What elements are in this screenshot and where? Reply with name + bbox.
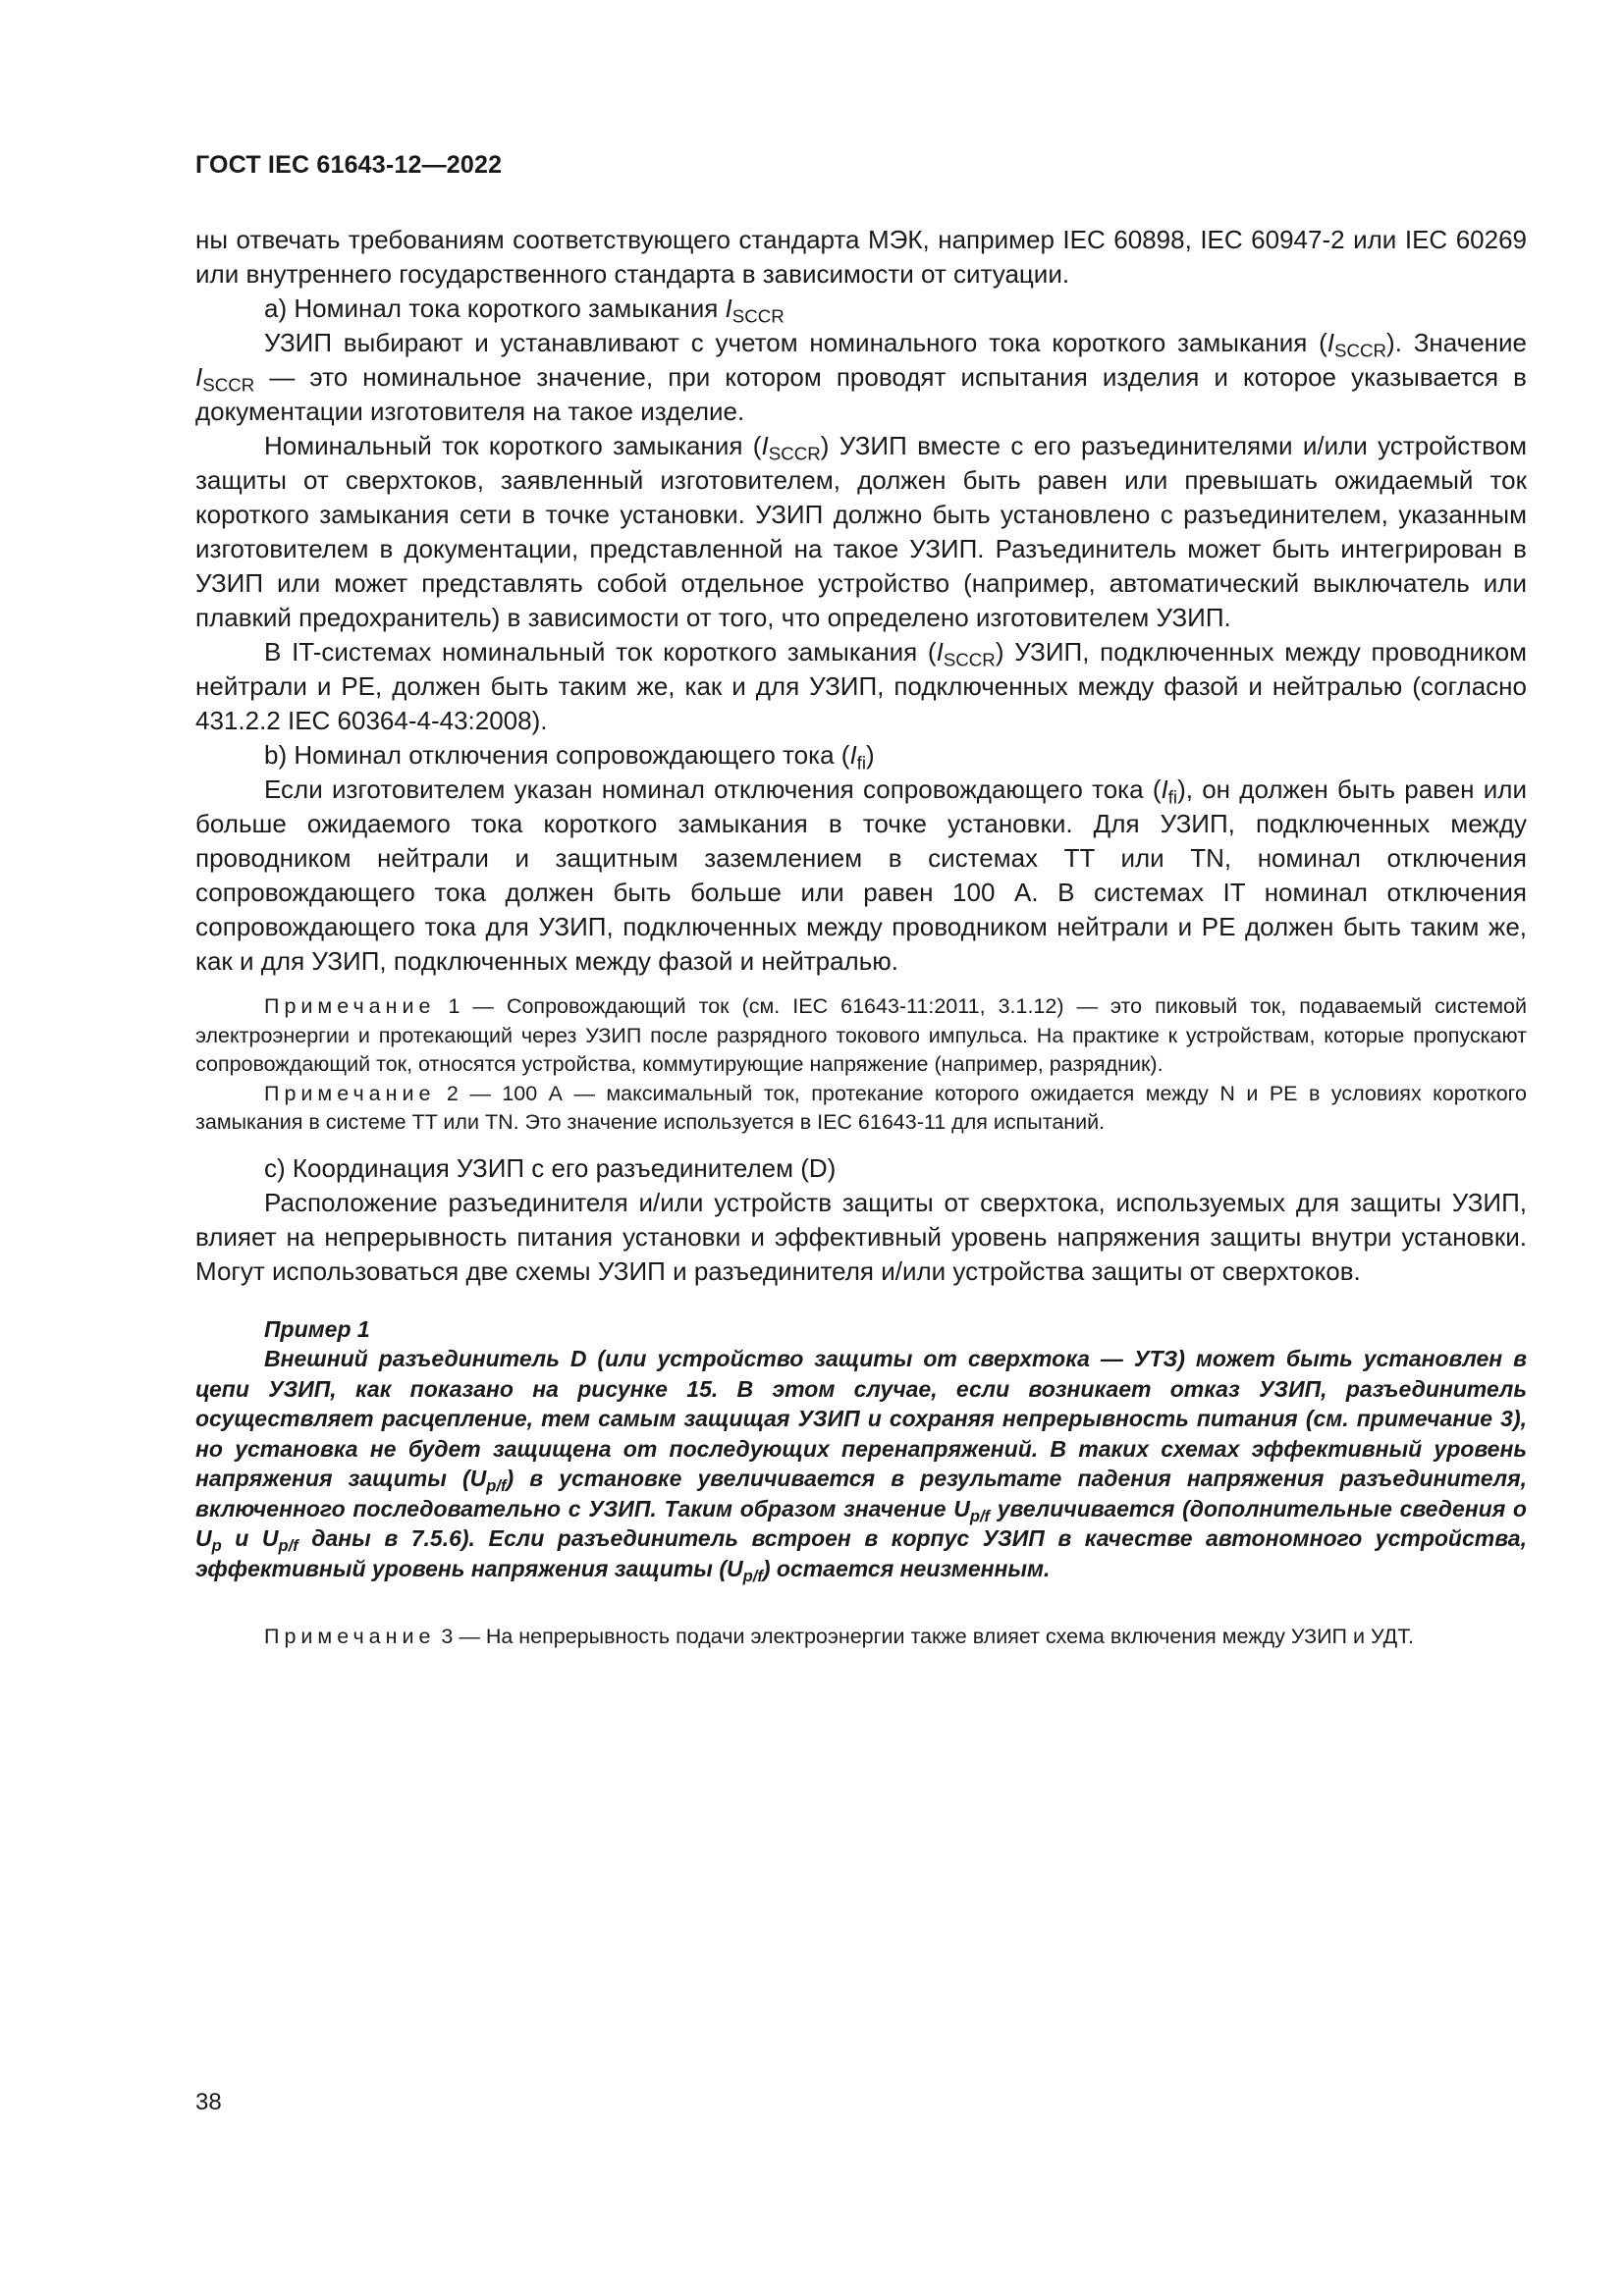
symbol-u: U [261,1525,279,1551]
text-span: — это номинальное значение, при котором проводят испытания изделия и которое указывается в документации изготовителя на такое изделие. [195,362,1527,426]
subscript-fi: fi [856,752,867,774]
subscript-sccr: SCCR [202,374,255,396]
example-1-text [195,1344,1527,1583]
subscript-pf: p/f [486,1475,507,1495]
note-text: 3 — На непрерывность подачи электроэнергии также влияет схема включения между УЗИП и УДТ. [435,1625,1414,1648]
example-title: Пример 1 [264,1315,370,1342]
text-span: Внешний разъединитель D (или устройство защиты от сверхтока — УТЗ) может быть установлен в цепи УЗИП, как показано на рисунке 15. В этом случае, если возникает отказ УЗИП, разъединитель осуществляет расцепление, тем самым защищая УЗИП и сохраняя непрерывность питания (см. примечание 3), но установка не будет защищена от последующих перенапряжений. В таких схемах эффективный уровень напряжения защиты ( [195,1346,1527,1491]
text-span: даны в 7.5.6). Если разъединитель встроен в корпус УЗИП в качестве автономного устройства, эффективный уровень напряжения защиты ( [195,1525,1527,1581]
subscript-sccr: SCCR [731,305,785,327]
text-span: ) [866,740,875,770]
subscript-pf: p/f [742,1566,763,1585]
paragraph-follow-current [195,773,1527,979]
text-span: В IT-системах номинальный ток короткого замыкания ( [264,637,937,667]
symbol-u: U [195,1525,212,1551]
page-number: 38 [195,2089,222,2115]
item-b-text: b) Номинал отключения сопровождающего тока ( [264,740,850,770]
subscript-fi: fi [1167,786,1178,808]
note-3 [195,1623,1527,1652]
symbol-i: I [849,740,857,770]
text-span: увеличивается (дополнительные сведения о [990,1495,1527,1522]
paragraph-it-systems [195,635,1527,738]
subscript-sccr: SCCR [1334,340,1387,361]
text-span: УЗИП выбирают и устанавливают с учетом номинального тока короткого замыкания ( [264,328,1327,357]
text-span: ). Значение [1386,328,1527,357]
text-span: и [221,1525,262,1551]
note-text: 1 — Сопровождающий ток (см. IEC 61643-11:2011, 3.1.12) — это пиковый ток, подаваемый системой электроэнергии и протекающий через УЗИП после разрядного токового импульса. На практике к устройствам, которые пропускают сопровождающий ток, относятся устройства, коммутирующие напряжение (например, разрядник). [195,994,1527,1076]
text-span: ) остается неизменным. [762,1555,1051,1581]
note-1 [195,992,1527,1080]
symbol-u: U [953,1495,970,1522]
symbol-i: I [761,431,769,460]
symbol-u: U [727,1555,743,1581]
note-label: Примечание [264,994,436,1018]
note-2 [195,1080,1527,1138]
item-a-text: а) Номинал тока короткого замыкания [264,294,726,323]
subscript-pf: p/f [278,1535,298,1555]
text-span: ), он должен быть равен или больше ожидаемого тока короткого замыкания в точке установки. Для УЗИП, подключенных между проводником нейтрали и защитным заземлением в системах TT или TN, номинал отключения сопровождающего тока должен быть больше или равен 100 А. В системах IT номинал отключения сопровождающего тока для УЗИП, подключенных между проводником нейтрали и PE должен быть таким же, как и для УЗИП, подключенных между фазой и нейтралью. [195,774,1527,976]
subscript-sccr: SCCR [768,443,821,464]
symbol-i: I [725,294,732,323]
item-a-heading [195,292,1527,326]
note-text: 2 — 100 А — максимальный ток, протекание которого ожидается между N и PE в условиях короткого замыкания в системе TT или TN. Это значение используется в IEC 61643-11 для испытаний. [195,1081,1527,1134]
paragraph-continuation: ны отвечать требованиям соответствующего стандарта МЭК, например IEC 60898, IEC 60947-2 или IEC 60269 или внутреннего государственного стандарта в зависимости от ситуации. [195,225,1527,289]
item-c-heading: с) Координация УЗИП с его разъединителем (D) [264,1152,837,1183]
symbol-u: U [469,1466,487,1491]
note-label: Примечание [264,1625,436,1648]
text-span: Если изготовителем указан номинал отключения сопровождающего тока ( [264,774,1162,804]
subscript-sccr: SCCR [943,649,996,670]
symbol-i: I [936,637,944,667]
text-span: Номинальный ток короткого замыкания ( [264,431,762,460]
item-b-heading [195,738,1527,773]
paragraph-disconnector-location: Расположение разъединителя и/или устройств защиты от сверхтока, используемых для защиты УЗИП, влияет на непрерывность питания установки и эффективный уровень напряжения защиты внутри установки. Могут использоваться две схемы УЗИП и разъединителя и/или устройства защиты от сверхтоков. [195,1187,1527,1286]
paragraph-sccr-rating [195,429,1527,635]
document-page [195,0,1527,2296]
symbol-i: I [195,362,203,392]
symbol-i: I [1326,328,1335,357]
paragraph-sccr-selection [195,326,1527,429]
symbol-i: I [1161,774,1168,804]
note-label: Примечание [264,1081,436,1105]
text-span: ) УЗИП, подключенных между проводником нейтрали и PE, должен быть таким же, как и для УЗИП, подключенных между фазой и нейтралью (согласно 431.2.2 IEC 60364-4-43:2008). [195,637,1527,735]
subscript-pf: p/f [969,1506,991,1525]
text-span: ) в установке увеличивается в результате падения напряжения разъединителя, включенного последовательно с УЗИП. Таким образом значение [195,1466,1528,1522]
text-span: ) УЗИП вместе с его разъединителями и/или устройством защиты от сверхтоков, заявленный изготовителем, должен быть равен или превышать ожидаемый ток короткого замыкания сети в точке установки. УЗИП должно быть установлено с разъединителем, указанным изготовителем в документации, представленной на такое УЗИП. Разъединитель может быть интегрирован в УЗИП или может представлять собой отдельное устройство (например, автоматический выключатель или плавкий предохранитель) в зависимости от того, что определено изготовителем УЗИП. [195,431,1528,632]
document-body [195,223,1527,1652]
document-header: ГОСТ IEC 61643-12—2022 [195,151,503,179]
subscript-p: p [211,1535,222,1555]
